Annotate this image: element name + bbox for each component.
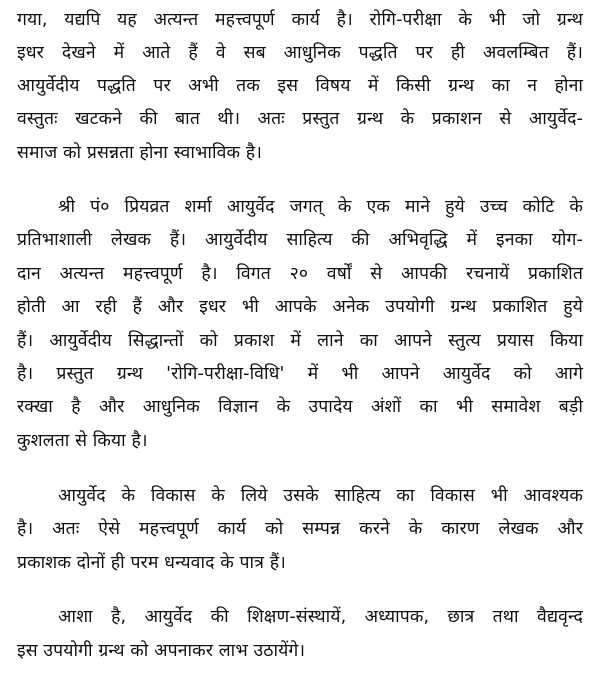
paragraph-2-line-3: दान अत्यन्त महत्त्वपूर्ण है। विगत २० वर्षों से आपकी रचनायें प्रकाशित [17, 264, 583, 284]
paragraph-1-line-4: वस्तुतः खटकने की बात थी। अतः प्रस्तुत ग्रन्थ के प्रकाशन से आयुर्वेद- [17, 109, 583, 129]
paragraph-1-line-2: इधर देखने में आते हैं वे सब आधुनिक पद्धति पर ही अवलम्बित हैं। [17, 43, 583, 63]
paragraph-2-line-8: कुशलता से किया है। [17, 431, 148, 451]
paragraph-1-line-3: आयुर्वेदीय पद्धति पर अभी तक इस विषय में किसी ग्रन्थ का न होना [17, 76, 583, 96]
paragraph-1-line-5: समाज को प्रसन्नता होना स्वाभाविक है। [17, 143, 262, 163]
paragraph-4-line-2: इस उपयोगी ग्रन्थ को अपनाकर लाभ उठायेंगे। [17, 641, 306, 661]
paragraph-2-line-7: रक्खा है और आधुनिक विज्ञान के उपादेय अंशों का भी समावेश बड़ी [17, 397, 583, 417]
paragraph-4-line-1: आशा है, आयुर्वेद की शिक्षण-संस्थायें, अध्यापक, छात्र तथा वैद्यवृन्द [58, 607, 583, 627]
paragraph-2-line-5: हैं। आयुर्वेदीय सिद्धान्तों को प्रकाश में लाने का आपने स्तुत्य प्रयास किया [17, 331, 583, 351]
paragraph-3-line-3: प्रकाशक दोनों ही परम धन्यवाद के पात्र हैं। [17, 553, 286, 573]
paragraph-3-line-2: है। अतः ऐसे महत्त्वपूर्ण कार्य को सम्पन्न करने के कारण लेखक और [17, 519, 583, 539]
paragraph-2-line-4: होती आ रही हैं और इधर भी आपके अनेक उपयोगी ग्रन्थ प्रकाशित हुये [17, 297, 583, 317]
paragraph-2-line-2: प्रतिभाशाली लेखक हैं। आयुर्वेदीय साहित्य की अभिवृद्धि में इनका योग- [17, 230, 583, 250]
paragraph-2-line-1: श्री पं० प्रियव्रत शर्मा आयुर्वेद जगत् के एक माने हुये उच्च कोटि के [58, 197, 583, 217]
paragraph-3-line-1: आयुर्वेद के विकास के लिये उसके साहित्य का विकास भी आवश्यक [58, 486, 583, 506]
paragraph-2-line-6: है। प्रस्तुत ग्रन्थ 'रोगि-परीक्षा-विधि' में भी आपने आयुर्वेद को आगे [17, 364, 583, 384]
paragraph-1-line-1: गया, यद्यपि यह अत्यन्त महत्त्वपूर्ण कार्य है। रोगि-परीक्षा के भी जो ग्रन्थ [17, 10, 583, 30]
